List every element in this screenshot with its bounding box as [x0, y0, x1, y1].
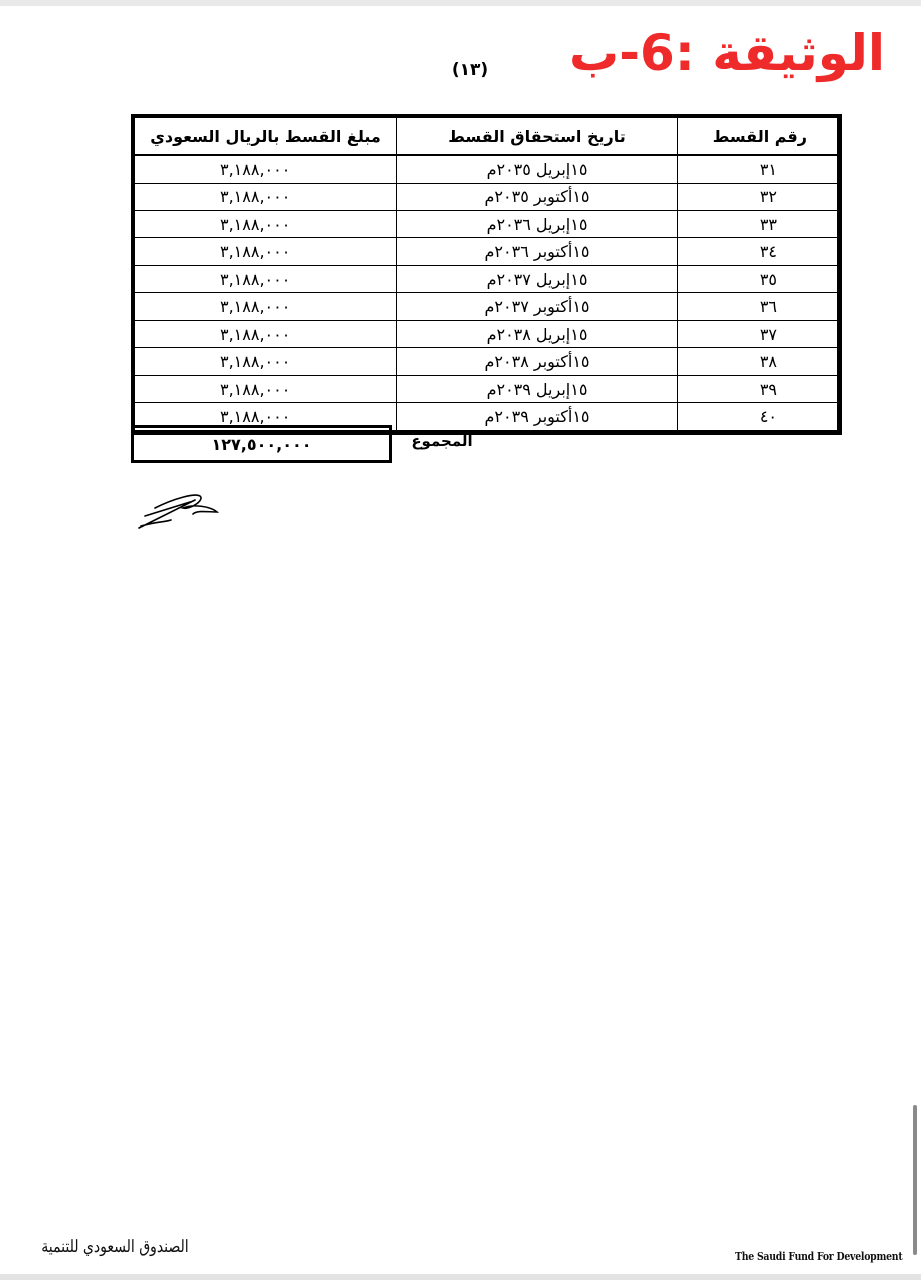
table-row [135, 238, 838, 265]
footer-arabic-logo: الصندوق السعودي للتنمية [41, 1237, 189, 1257]
page-bottom-edge [0, 1274, 921, 1280]
row-number: ٣٨ [678, 348, 838, 375]
page-top-edge [0, 0, 921, 6]
row-number: ٣٩ [678, 375, 838, 402]
row-number: ٣٢ [678, 183, 838, 210]
table-row [135, 375, 838, 402]
row-amount: ٣,١٨٨,٠٠٠ [135, 403, 397, 431]
table-row [135, 348, 838, 375]
row-due-date: ١٥أكتوبر ٢٠٣٦م [397, 238, 678, 265]
table-header-row [135, 118, 838, 156]
row-due-date: ١٥أكتوبر ٢٠٣٩م [397, 403, 678, 431]
row-due-date: ١٥إبريل ٢٠٣٥م [397, 155, 678, 183]
header-number: رقم القسط [678, 118, 838, 156]
table-body [135, 155, 838, 431]
row-amount: ٣,١٨٨,٠٠٠ [135, 293, 397, 320]
total-value: ١٢٧,٥٠٠,٠٠٠ [131, 425, 392, 463]
row-amount: ٣,١٨٨,٠٠٠ [135, 375, 397, 402]
signature [135, 488, 225, 533]
row-due-date: ١٥إبريل ٢٠٣٩م [397, 375, 678, 402]
installment-table [131, 114, 842, 435]
row-amount: ٣,١٨٨,٠٠٠ [135, 238, 397, 265]
row-amount: ٣,١٨٨,٠٠٠ [135, 183, 397, 210]
document-label: الوثيقة :6-ب [569, 24, 885, 82]
table-row [135, 155, 838, 183]
table-row [135, 293, 838, 320]
row-amount: ٣,١٨٨,٠٠٠ [135, 348, 397, 375]
table-row [135, 183, 838, 210]
row-amount: ٣,١٨٨,٠٠٠ [135, 155, 397, 183]
total-label: المجموع [411, 432, 473, 450]
row-number: ٣٥ [678, 265, 838, 292]
row-amount: ٣,١٨٨,٠٠٠ [135, 320, 397, 347]
row-number: ٣١ [678, 155, 838, 183]
row-amount: ٣,١٨٨,٠٠٠ [135, 210, 397, 237]
page-number: (١٣) [451, 60, 489, 80]
row-amount: ٣,١٨٨,٠٠٠ [135, 265, 397, 292]
scrollbar[interactable] [913, 1105, 917, 1255]
footer-english-logo: The Saudi Fund For Development [735, 1250, 903, 1263]
table-row [135, 265, 838, 292]
row-number: ٣٧ [678, 320, 838, 347]
row-due-date: ١٥أكتوبر ٢٠٣٥م [397, 183, 678, 210]
header-amount: مبلغ القسط بالريال السعودي [135, 118, 397, 156]
row-number: ٤٠ [678, 403, 838, 431]
row-due-date: ١٥إبريل ٢٠٣٨م [397, 320, 678, 347]
row-due-date: ١٥أكتوبر ٢٠٣٨م [397, 348, 678, 375]
table-row [135, 320, 838, 347]
row-due-date: ١٥أكتوبر ٢٠٣٧م [397, 293, 678, 320]
table-row [135, 210, 838, 237]
row-number: ٣٤ [678, 238, 838, 265]
row-due-date: ١٥إبريل ٢٠٣٦م [397, 210, 678, 237]
header-due-date: تاريخ استحقاق القسط [397, 118, 678, 156]
row-due-date: ١٥إبريل ٢٠٣٧م [397, 265, 678, 292]
row-number: ٣٣ [678, 210, 838, 237]
row-number: ٣٦ [678, 293, 838, 320]
